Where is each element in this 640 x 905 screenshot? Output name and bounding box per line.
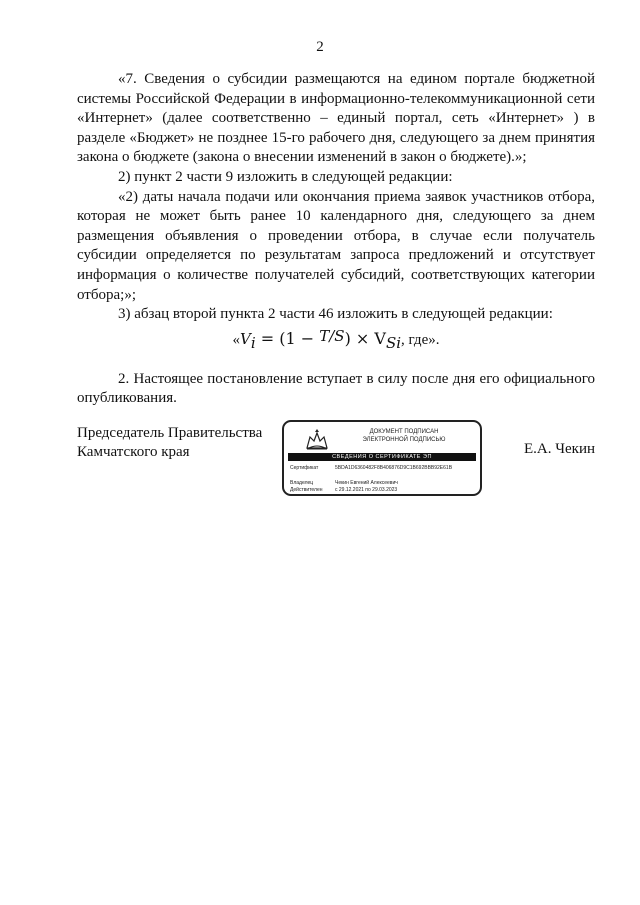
stamp-header <box>334 428 474 444</box>
formula-fraction: T/S <box>319 326 345 345</box>
stamp-header-line1: ДОКУМЕНТ ПОДПИСАН <box>369 429 439 435</box>
signer-title-line1: Председатель Правительства <box>77 425 263 441</box>
stamp-valid-value: с 29.12.2021 по 29.03.2023 <box>335 487 398 493</box>
stamp-cert-bar: СВЕДЕНИЯ О СЕРТИФИКАТЕ ЭП <box>288 453 476 461</box>
formula-mid: ) × V <box>344 328 386 348</box>
formula-lhs: V <box>240 329 251 348</box>
paragraph-final: 2. Настоящее постановление вступает в силу после дня его официального опубликования. <box>77 370 595 407</box>
signer-title-line2: Камчатского края <box>77 444 190 460</box>
stamp-valid-label: Действителен <box>290 487 323 493</box>
formula <box>77 327 595 355</box>
document-body <box>77 70 595 409</box>
paragraph-item-3: 3) абзац второй пункта 2 части 46 изложить в следующей редакции: <box>118 306 553 323</box>
formula-eq: = (1 − <box>255 328 320 348</box>
signer-name: Е.А. Чекин <box>524 441 595 457</box>
stamp-cert-label: Сертификат <box>290 465 319 471</box>
stamp-row-owner <box>290 480 476 486</box>
signer-title <box>77 424 277 462</box>
stamp-cert-value: 5BDA1D6360482F8B406876D9C1B692BBB92E61B <box>335 465 453 471</box>
coat-of-arms-icon <box>304 428 330 450</box>
formula-lhs-sub: i <box>250 333 256 352</box>
stamp-header-line2: ЭЛЕКТРОННОЙ ПОДПИСЬЮ <box>362 437 446 443</box>
formula-open-quote: « <box>232 331 240 348</box>
stamp-owner-value: Чекин Евгений Алексеевич <box>335 480 398 486</box>
page-number: 2 <box>316 39 324 55</box>
formula-rhs-sub: Si <box>385 333 402 352</box>
stamp-row-valid <box>290 487 476 493</box>
paragraph-clause-7: «7. Сведения о субсидии размещаются на едином портале бюджетной системы Российской Федерации в информационно-телекоммуникационной сети «Интернет» (далее соответственно – единый портал, сеть «Интернет» ) в разделе «Бюджет» не позднее 15-го рабочего дня, следующего за днем принятия закона о бюджете (закона о внесении изменений в закон о бюджете).»; <box>77 71 595 166</box>
stamp-owner-label: Владелец <box>290 480 314 486</box>
paragraph-clause-2: «2) даты начала подачи или окончания приема заявок участников отбора, которая не может быть ранее 10 календарного дня, следующего за днем размещения объявления о проведении отбора, в случае если получатель субсидии определяется по результатам запроса предложений и отсутствует информация о количестве получателей субсидий, соответствующих категории отбора;»; <box>77 188 595 303</box>
paragraph-item-2: 2) пункт 2 части 9 изложить в следующей редакции: <box>118 168 453 185</box>
stamp-row-cert <box>290 465 476 471</box>
e-signature-stamp <box>282 420 482 496</box>
formula-tail: , где». <box>401 331 440 348</box>
